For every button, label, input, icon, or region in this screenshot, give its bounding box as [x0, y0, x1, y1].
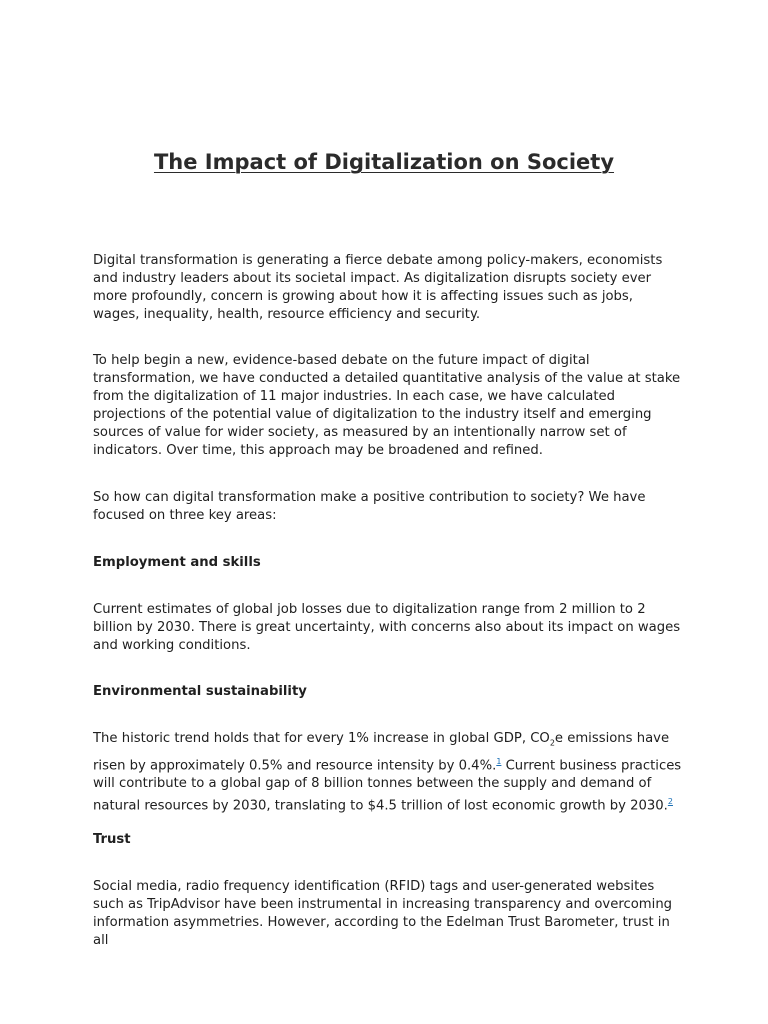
- key-areas-paragraph: So how can digital transformation make a positive contribution to society? We have focused on three key areas:: [93, 490, 646, 523]
- heading-employment: Employment and skills: [93, 555, 261, 570]
- environment-text-b: e emissions have risen by approximately 0.5% and resource intensity by 0.4%.: [93, 731, 670, 774]
- employment-paragraph: Current estimates of global job losses due to digitalization range from 2 million to 2 billion by 2030. There is great uncertainty, with concerns also about its impact on wages and working conditions.: [93, 602, 681, 653]
- footnote-link-2[interactable]: 2: [667, 797, 673, 807]
- environment-text-c: Current business practices will contribute to a global gap of 8 billion tonnes between the supply and demand of natural resources by 2030, translating to $4.5 trillion of lost economic growth by 2030.: [93, 758, 682, 814]
- footnote-link-1[interactable]: 1: [496, 756, 502, 766]
- heading-trust: Trust: [93, 832, 131, 847]
- trust-paragraph: Social media, radio frequency identification (RFID) tags and user-generated websites such as TripAdvisor have been instrumental in increasing transparency and overcoming information asymmetries. However, according to the Edelman Trust Barometer, trust in all: [93, 879, 673, 948]
- intro-paragraph: Digital transformation is generating a fierce debate among policy-makers, economists and industry leaders about its societal impact. As digitalization disrupts society ever more profoundly, concern is growing about how it is affecting issues such as jobs, wages, inequality, health, resource efficiency and security.: [93, 253, 663, 322]
- analysis-paragraph: To help begin a new, evidence-based debate on the future impact of digital transformation, we have conducted a detailed quantitative analysis of the value at stake from the digitalization of 11 major industries. In each case, we have calculated projections of the potential value of digitalization to the industry itself and emerging sources of value for wider society, as measured by an intentionally narrow set of indicators. Over time, this approach may be broadened and refined.: [93, 353, 681, 458]
- page-title: [0, 147, 768, 177]
- heading-environment: Environmental sustainability: [93, 684, 307, 699]
- page-title-text: The Impact of Digitalization on Society: [153, 150, 615, 174]
- co2-subscript: 2: [549, 738, 555, 748]
- environment-text-a: The historic trend holds that for every 1% increase in global GDP, CO: [93, 731, 550, 746]
- environment-paragraph: [93, 730, 683, 815]
